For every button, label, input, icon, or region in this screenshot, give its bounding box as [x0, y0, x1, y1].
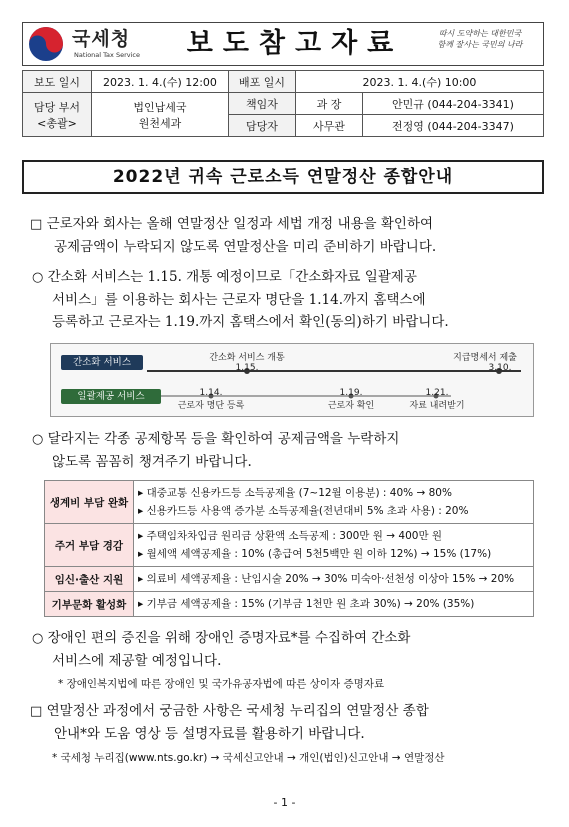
detail-cell: [134, 567, 534, 592]
event-download: [397, 388, 477, 411]
table-row: [45, 524, 534, 567]
event-register-text: 근로자 명단 등록: [177, 401, 245, 411]
square-bullet: □: [30, 704, 43, 719]
para-line: 달라지는 각종 공제항목 등을 확인하여 공제금액을 누락하지: [47, 431, 400, 447]
press-title: 보도참고자료: [186, 28, 404, 59]
detail-line: ▸ 대중교통 신용카드등 소득공제율 (7~12월 이용분) : 40% → 80%: [138, 487, 452, 499]
para-line: 연말정산 과정에서 궁금한 사항은 국세청 누리집의 연말정산 종합: [46, 703, 429, 719]
main-title: 2022년 귀속 근로소득 연말정산 종합안내: [22, 160, 544, 194]
para-line: 등록하고 근로자는 1.19.까지 홈택스에서 확인(동의)하기 바랍니다.: [52, 314, 449, 330]
event-download-date: 1.21.: [425, 388, 449, 398]
deduction-table: [44, 480, 534, 617]
category-cell: 주거 부담 경감: [45, 524, 134, 567]
event-register: [163, 388, 259, 411]
slogan-line-2: 함께 잘사는 국민의 나라: [437, 40, 523, 49]
event-submit: [437, 350, 533, 373]
event-confirm-text: 근로자 확인: [327, 401, 375, 411]
label-dept: [23, 93, 92, 137]
label-dist-date: 배포 일시: [229, 71, 296, 93]
table-row: [45, 567, 534, 592]
dept-bureau: 법인납세국: [133, 100, 187, 114]
staff-contact: 전정영 (044-204-3347): [363, 115, 544, 137]
event-submit-date: 3.10.: [488, 363, 512, 373]
circle-bullet: ○: [32, 432, 44, 447]
para-line: 간소화 서비스는 1.15. 개통 예정이므로「간소화자료 일괄제공: [47, 269, 417, 285]
taegeuk-emblem-icon: [28, 26, 64, 62]
square-bullet: □: [30, 217, 43, 232]
category-cell: 생계비 부담 완화: [45, 481, 134, 524]
para-line: 서비스에 제공할 예정입니다.: [52, 653, 222, 669]
dist-date: 2023. 1. 4.(수) 10:00: [296, 71, 544, 93]
page-number: - 1 -: [273, 796, 296, 809]
event-open-text: 간소화 서비스 개통: [209, 353, 285, 363]
table-row: [45, 592, 534, 617]
event-open: [201, 350, 293, 373]
footnote-guide: * 국세청 누리집(www.nts.go.kr) → 국세신고안내 → 개인(법인)신고안내 → 연말정산: [52, 752, 445, 764]
detail-line: ▸ 월세액 세액공제율 : 10% (총급여 5천5백만 원 이하 12%) → 15% (17%): [138, 548, 492, 560]
slogan-line-1: 따시 도약하는 대한민국: [438, 29, 522, 38]
info-table: [22, 70, 544, 137]
para-line: 공제금액이 누락되지 않도록 연말정산을 미리 준비하기 바랍니다.: [54, 239, 437, 255]
lane-bulk: 일괄제공 서비스: [61, 389, 161, 404]
label-dept-sub: <총괄>: [37, 116, 77, 130]
category-cell: 기부문화 활성화: [45, 592, 134, 617]
dept: [92, 93, 229, 137]
event-confirm: [313, 388, 389, 411]
agency-name-en: National Tax Service: [74, 51, 140, 59]
circle-bullet: ○: [32, 631, 44, 646]
para-disability: [32, 627, 552, 672]
detail-cell: [134, 592, 534, 617]
footnote-disability: * 장애인복지법에 따른 장애인 및 국가유공자법에 따른 상이자 증명자료: [58, 678, 385, 690]
para-line: 안내*와 도움 영상 등 설명자료를 활용하기 바랍니다.: [54, 726, 365, 742]
slogan: [420, 28, 540, 50]
para-guide: [30, 700, 550, 745]
dept-division: 원천세과: [138, 116, 182, 130]
chief-title: 과 장: [296, 93, 363, 115]
label-report-date: 보도 일시: [23, 71, 92, 93]
chief-contact: 안민규 (044-204-3341): [363, 93, 544, 115]
report-date: 2023. 1. 4.(수) 12:00: [92, 71, 229, 93]
label-dept-main: 담당 부서: [33, 100, 80, 114]
table-row: [45, 481, 534, 524]
para-deductions: [32, 428, 552, 473]
label-staff: 담당자: [229, 115, 296, 137]
lane-simplified: 간소화 서비스: [61, 355, 143, 370]
para-overview: [30, 213, 550, 258]
schedule-timeline: [50, 343, 534, 417]
detail-cell: [134, 481, 534, 524]
para-line: 장애인 편의 증진을 위해 장애인 증명자료*를 수집하여 간소화: [47, 630, 411, 646]
event-confirm-date: 1.19.: [339, 388, 363, 398]
para-line: 근로자와 회사는 올해 연말정산 일정과 세법 개정 내용을 확인하여: [46, 216, 434, 232]
event-submit-text: 지급명세서 제출: [453, 353, 517, 363]
detail-line: ▸ 주택임차차입금 원리금 상환액 소득공제 : 300만 원 → 400만 원: [138, 530, 443, 542]
detail-cell: [134, 524, 534, 567]
detail-line: ▸ 신용카드등 사용액 증가분 소득공제율(전년대비 5% 초과 사용) : 20%: [138, 505, 469, 517]
para-line: 서비스」를 이용하는 회사는 근로자 명단을 1.14.까지 홈택스에: [52, 292, 426, 308]
event-register-date: 1.14.: [199, 388, 223, 398]
para-line: 않도록 꼼꼼히 챙겨주기 바랍니다.: [52, 454, 252, 470]
event-download-text: 자료 내려받기: [409, 401, 465, 411]
detail-line: ▸ 의료비 세액공제율 : 난임시술 20% → 30% 미숙아·선천성 이상아 15% → 20%: [138, 573, 515, 585]
category-cell: 임신·출산 지원: [45, 567, 134, 592]
agency-name: 국세청: [72, 28, 131, 50]
para-simplified-service: [32, 266, 552, 333]
staff-title: 사무관: [296, 115, 363, 137]
agency-logo: [28, 24, 158, 64]
event-open-date: 1.15.: [235, 363, 259, 373]
detail-line: ▸ 기부금 세액공제율 : 15% (기부금 1천만 원 초과 30%) → 20% (35%): [138, 598, 475, 610]
label-chief: 책임자: [229, 93, 296, 115]
circle-bullet: ○: [32, 270, 44, 285]
